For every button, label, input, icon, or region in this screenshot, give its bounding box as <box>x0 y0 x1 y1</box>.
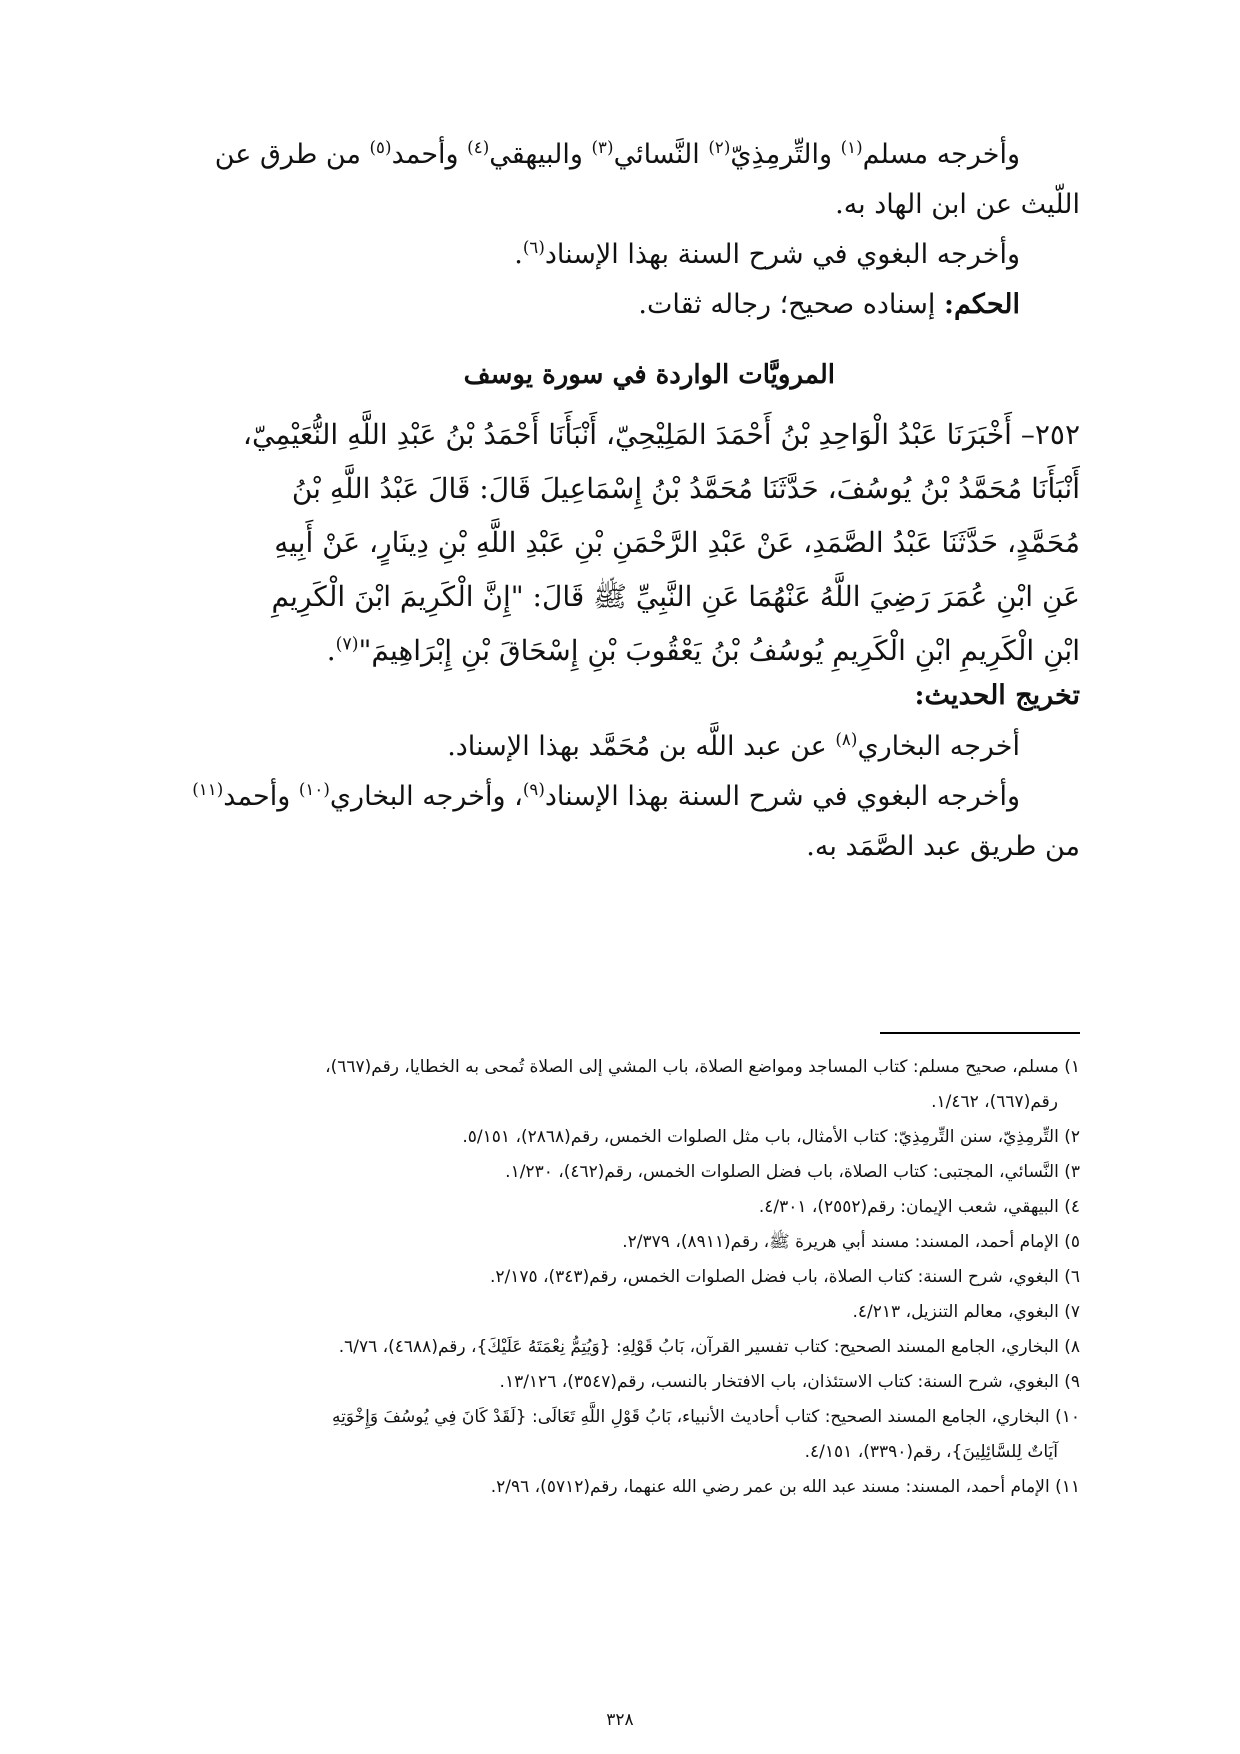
footnote-10: ١٠) البخاري، الجامع المسند الصحيح: كتاب أحاديث الأنبياء، بَابُ قَوْلِ اللَّهِ تَعَالَى: {لَقَدْ كَانَ فِي يُوسُفَ وَإِخْوَتِهِ <box>331 1407 1080 1427</box>
paragraph-line: اللّيث عن ابن الهاد به. <box>835 189 1080 220</box>
text-segment: والبيهقي <box>489 139 592 170</box>
hadith-line: مُحَمَّدٍ، حَدَّثَنَا عَبْدُ الصَّمَدِ، عَنْ عَبْدِ الرَّحْمَنِ بْنِ عَبْدِ اللَّهِ بْنِ دِينَارٍ، عَنْ أَبِيهِ <box>274 526 1080 559</box>
footnote-ref[interactable]: (٨) <box>835 729 858 749</box>
hadith-text <box>150 408 1080 678</box>
footnote-ref[interactable]: (٥) <box>369 137 392 157</box>
footnotes <box>140 1050 1080 1505</box>
text-segment: ابْنِ الْكَرِيمِ ابْنِ الْكَرِيمِ يُوسُفُ بْنُ يَعْقُوبَ بْنِ إِسْحَاقَ بْنِ إِبْرَاهِيمَ" <box>358 634 1080 667</box>
footnote-ref[interactable]: (٢) <box>708 137 731 157</box>
text-segment: . <box>514 239 523 270</box>
footnote-ref[interactable]: (٣) <box>591 137 614 157</box>
takhrij-text <box>150 722 1080 872</box>
footnote-6: ٦) البغوي، شرح السنة: كتاب الصلاة، باب فضل الصلوات الخمس، رقم(٣٤٣)، ٢/١٧٥. <box>489 1267 1080 1287</box>
text-segment: أخرجه البخاري <box>857 731 1020 762</box>
footnote-ref[interactable]: (٩) <box>522 779 545 799</box>
hukm-line <box>150 280 1080 330</box>
footnote-ref[interactable]: (١٠) <box>298 779 330 799</box>
footnote-9: ٩) البغوي، شرح السنة: كتاب الاستئذان، باب الافتخار بالنسب، رقم(٣٥٤٧)، ١٣/١٢٦. <box>499 1372 1080 1392</box>
hadith-line: أَنْبَأَنَا مُحَمَّدُ بْنُ يُوسُفَ، حَدَّثَنَا مُحَمَّدُ بْنُ إِسْمَاعِيلَ قَالَ: قَالَ عَبْدُ اللَّهِ بْنُ <box>291 472 1080 505</box>
page-number: ٣٢٨ <box>606 1710 634 1730</box>
takhrij-heading: تخريج الحديث: <box>914 680 1080 711</box>
hadith-line <box>150 624 1080 678</box>
footnote-10-continuation: آيَاتٌ لِلسَّائِلِينَ}، رقم(٣٣٩٠)، ٤/١٥١. <box>804 1442 1058 1462</box>
text-segment: عن عبد اللَّه بن مُحَمَّد بهذا الإسناد. <box>447 731 836 762</box>
footnote-ref[interactable]: (١١) <box>192 779 224 799</box>
footnote-separator <box>880 1032 1080 1034</box>
footnote-7: ٧) البغوي، معالم التنزيل، ٤/٢١٣. <box>852 1302 1080 1322</box>
footnote-4: ٤) البيهقي، شعب الإيمان: رقم(٢٥٥٢)، ٤/٣٠١. <box>758 1197 1080 1217</box>
text-segment: ، وأخرجه البخاري <box>329 781 523 812</box>
footnote-1: ١) مسلم، صحيح مسلم: كتاب المساجد ومواضع الصلاة، باب المشي إلى الصلاة تُمحى به الخطايا، رقم(٦٦٧)، <box>325 1057 1080 1077</box>
section-heading: المرويَّات الواردة في سورة يوسف <box>463 360 835 390</box>
footnote-11: ١١) الإمام أحمد، المسند: مسند عبد الله بن عمر رضي الله عنهما، رقم(٥٧١٢)، ٢/٩٦. <box>490 1477 1080 1497</box>
paragraph-line: من طريق عبد الصَّمَد به. <box>806 831 1080 862</box>
text-segment: والتِّرمِذِيّ <box>730 139 841 170</box>
text-segment: من طرق عن <box>214 139 370 170</box>
hadith-line: عَنِ ابْنِ عُمَرَ رَضِيَ اللَّهُ عَنْهُمَا عَنِ النَّبِيِّ ﷺ قَالَ: "إِنَّ الْكَرِيمَ ابْنَ الْكَرِيمِ <box>271 580 1080 613</box>
footnote-3: ٣) النَّسائي، المجتبى: كتاب الصلاة، باب فضل الصلوات الخمس، رقم(٤٦٢)، ١/٢٣٠. <box>505 1162 1080 1182</box>
text-segment: وأخرجه البغوي في شرح السنة بهذا الإسناد <box>544 239 1020 270</box>
footnote-ref[interactable]: (٧) <box>335 634 359 655</box>
paragraph-line <box>150 772 1080 822</box>
paragraph-line <box>150 722 1080 772</box>
footnote-ref[interactable]: (٦) <box>522 237 545 257</box>
footnote-8: ٨) البخاري، الجامع المسند الصحيح: كتاب تفسير القرآن، بَابُ قَوْلِهِ: {وَيُتِمُّ نِعْمَتَهُ عَلَيْكَ}، رقم(٤٦٨٨)، ٦/٧٦. <box>338 1337 1080 1357</box>
paragraph-line <box>150 130 1080 180</box>
paragraph-line <box>150 230 1080 280</box>
takhrij-previous-section <box>150 130 1080 330</box>
footnote-ref[interactable]: (٤) <box>467 137 490 157</box>
footnote-ref[interactable]: (١) <box>840 137 863 157</box>
hukm-text: إسناده صحيح؛ رجاله ثقات. <box>638 289 944 320</box>
hadith-line: ٢٥٢– أَخْبَرَنَا عَبْدُ الْوَاحِدِ بْنُ أَحْمَدَ المَلِيْحِيّ، أَنْبَأَنَا أَحْمَدُ بْنُ عَبْدِ اللَّهِ النُّعَيْمِيّ، <box>242 418 1080 451</box>
text-segment: وأخرجه البغوي في شرح السنة بهذا الإسناد <box>544 781 1020 812</box>
text-segment: وأحمد <box>391 139 468 170</box>
text-segment: النَّسائي <box>613 139 709 170</box>
text-segment: وأحمد <box>223 781 299 812</box>
hukm-label: الحكم: <box>943 289 1020 320</box>
footnote-1-continuation: رقم(٦٦٧)، ١/٤٦٢. <box>931 1092 1058 1112</box>
text-segment: . <box>326 634 336 667</box>
text-segment: وأخرجه مسلم <box>862 139 1020 170</box>
footnote-5: ٥) الإمام أحمد، المسند: مسند أبي هريرة ﷺ، رقم(٨٩١١)، ٢/٣٧٩. <box>622 1232 1080 1252</box>
footnote-2: ٢) التِّرمِذِيّ، سنن التِّرمِذِيّ: كتاب الأمثال، باب مثل الصلوات الخمس، رقم(٢٨٦٨)، ٥/١٥١. <box>462 1127 1080 1147</box>
